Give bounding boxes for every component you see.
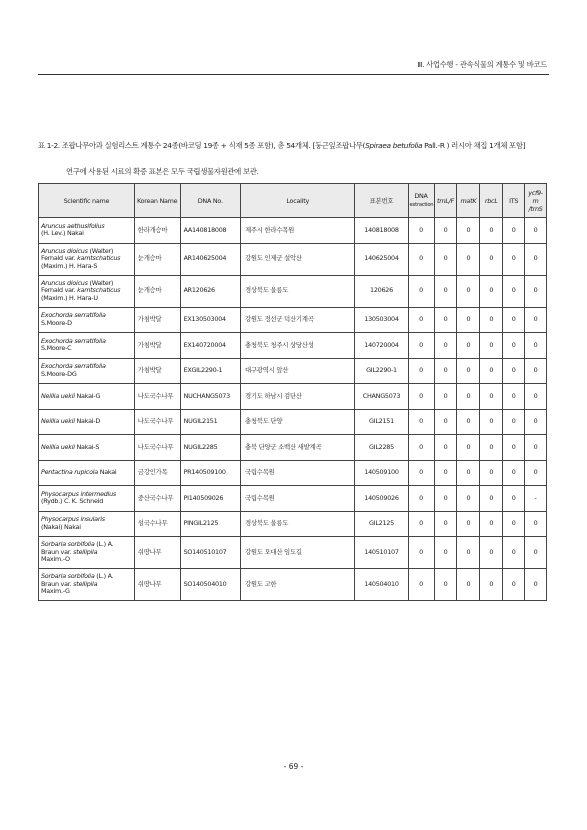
scientific-name-author: (L.) A. <box>94 572 114 581</box>
scientific-name-cell <box>39 307 135 333</box>
its-cell: 0 <box>503 384 525 410</box>
specimen-no-cell: 120626 <box>355 275 408 307</box>
scientific-name-italic: Aruncus dioicus <box>41 246 88 255</box>
korean-name-cell: 가침박달 <box>134 307 180 333</box>
table-row <box>39 409 547 435</box>
korean-name-cell: 눈개승마 <box>134 243 180 275</box>
scientific-name-author: Nakai <box>97 468 117 477</box>
scientific-name-author: S.Moore-C <box>41 344 72 353</box>
scientific-name-cell <box>39 358 135 384</box>
dna-no-cell: AR140625004 <box>180 243 240 275</box>
scientific-name-italic: kamtschaticus <box>77 254 121 263</box>
scientific-name-italic: Aruncus aethusifolius <box>41 221 105 230</box>
specimen-table <box>38 183 547 601</box>
korean-name-cell: 가침박달 <box>134 358 180 384</box>
dna-extraction-cell: 0 <box>408 409 434 435</box>
specimen-no-cell: 140625004 <box>355 243 408 275</box>
table-row <box>39 307 547 333</box>
scientific-name-cell <box>39 511 135 537</box>
header-dna-extraction: DNA extraction <box>408 184 434 218</box>
trnl-cell: 0 <box>434 275 457 307</box>
header-trnl: trnL/F <box>434 184 457 218</box>
scientific-name-italic: Pentactina rupicola <box>41 468 98 477</box>
korean-name-cell: 금강인가목 <box>134 460 180 486</box>
matk-cell: 0 <box>457 435 480 461</box>
matk-cell: 0 <box>457 537 480 569</box>
korean-name-cell: 중산국수나무 <box>134 486 180 512</box>
scientific-name-cell <box>39 333 135 359</box>
header-korean: Korean Name <box>134 184 180 218</box>
table-row <box>39 460 547 486</box>
rbcl-cell: 0 <box>480 218 503 244</box>
dna-no-cell: PINGIL2125 <box>180 511 240 537</box>
its-cell: 0 <box>503 243 525 275</box>
scientific-name-italic: Neillia uekii <box>41 391 75 400</box>
rbcl-cell: 0 <box>480 569 503 601</box>
locality-cell: 충청북도 청주시 상당산성 <box>240 333 355 359</box>
specimen-no-cell: GIL2125 <box>355 511 408 537</box>
matk-cell: 0 <box>457 275 480 307</box>
scientific-name-italic: Sorbaria sorbifolia <box>41 540 95 549</box>
trnl-cell: 0 <box>434 435 457 461</box>
rbcl-cell: 0 <box>480 333 503 359</box>
matk-cell: 0 <box>457 218 480 244</box>
trnl-cell: 0 <box>434 537 457 569</box>
its-cell: 0 <box>503 486 525 512</box>
ycf9-cell: 0 <box>525 435 547 461</box>
locality-cell: 충청북도 단양 <box>240 409 355 435</box>
matk-cell: 0 <box>457 569 480 601</box>
dna-no-cell: EX130503004 <box>180 307 240 333</box>
specimen-no-cell: 140818008 <box>355 218 408 244</box>
header-specimen: 표본번호 <box>355 184 408 218</box>
trnl-cell: 0 <box>434 307 457 333</box>
header-scientific: Scientific name <box>39 184 135 218</box>
table-row <box>39 569 547 601</box>
korean-name-cell: 섬국수나무 <box>134 511 180 537</box>
its-cell: 0 <box>503 409 525 435</box>
specimen-no-cell: 140504010 <box>355 569 408 601</box>
scientific-name-author: Fernald var. <box>41 286 78 295</box>
scientific-name-author: Nakai-G <box>74 391 101 400</box>
matk-cell: 0 <box>457 511 480 537</box>
its-cell: 0 <box>503 275 525 307</box>
dna-no-cell: NUGIL2151 <box>180 409 240 435</box>
matk-cell: 0 <box>457 486 480 512</box>
table-header-row <box>39 184 547 218</box>
dna-no-cell: EXGIL2290-1 <box>180 358 240 384</box>
scientific-name-italic: Sorbaria sorbifolia <box>41 572 95 581</box>
locality-cell: 경기도 하남시 검단산 <box>240 384 355 410</box>
rbcl-cell: 0 <box>480 358 503 384</box>
trnl-cell: 0 <box>434 384 457 410</box>
scientific-name-author: Maxim.-O <box>41 555 70 564</box>
table-row <box>39 243 547 275</box>
scientific-name-author: Braun var. <box>41 579 74 588</box>
trnl-cell: 0 <box>434 460 457 486</box>
locality-cell: 국립수목원 <box>240 460 355 486</box>
trnl-cell: 0 <box>434 243 457 275</box>
table-row <box>39 218 547 244</box>
scientific-name-italic: stellipila <box>73 579 98 588</box>
specimen-no-cell: GIL2151 <box>355 409 408 435</box>
scientific-name-author: Nakai-D <box>74 417 100 426</box>
trnl-cell: 0 <box>434 486 457 512</box>
dna-no-cell: PR140509100 <box>180 460 240 486</box>
scientific-name-author: (Maxim.) H. Hara-U <box>41 293 98 302</box>
locality-cell: 강원도 고한 <box>240 569 355 601</box>
korean-name-cell: 가침박달 <box>134 333 180 359</box>
korean-name-cell: 한라개승마 <box>134 218 180 244</box>
scientific-name-italic: Aruncus dioicus <box>41 278 88 287</box>
table-row <box>39 537 547 569</box>
dna-extraction-cell: 0 <box>408 486 434 512</box>
caption-line2: 연구에 사용된 시료의 확증 표본은 모두 국립생물자원관에 보관. <box>66 167 259 176</box>
specimen-no-cell: 140720004 <box>355 333 408 359</box>
korean-name-cell: 나도국수나무 <box>134 435 180 461</box>
trnl-cell: 0 <box>434 409 457 435</box>
its-cell: 0 <box>503 537 525 569</box>
dna-no-cell: EX140720004 <box>180 333 240 359</box>
scientific-name-author: S.Moore-D <box>41 318 72 327</box>
matk-cell: 0 <box>457 358 480 384</box>
scientific-name-italic: Physocarpus intermedius <box>41 489 116 498</box>
dna-no-cell: SO140510107 <box>180 537 240 569</box>
scientific-name-cell <box>39 569 135 601</box>
ycf9-cell: 0 <box>525 243 547 275</box>
header-locality: Locality <box>240 184 355 218</box>
dna-extraction-cell: 0 <box>408 435 434 461</box>
scientific-name-cell <box>39 537 135 569</box>
locality-cell: 강원도 정선군 덕산기계곡 <box>240 307 355 333</box>
page-number: - 69 - <box>283 762 304 771</box>
scientific-name-cell <box>39 218 135 244</box>
ycf9-cell: 0 <box>525 537 547 569</box>
scientific-name-italic: Physocarpus insularis <box>41 515 105 524</box>
scientific-name-cell <box>39 460 135 486</box>
trnl-cell: 0 <box>434 569 457 601</box>
dna-extraction-cell: 0 <box>408 275 434 307</box>
rbcl-cell: 0 <box>480 307 503 333</box>
dna-extraction-cell: 0 <box>408 218 434 244</box>
matk-cell: 0 <box>457 333 480 359</box>
ycf9-cell: 0 <box>525 460 547 486</box>
trnl-cell: 0 <box>434 358 457 384</box>
ycf9-cell: 0 <box>525 218 547 244</box>
scientific-name-italic: stellipila <box>73 547 98 556</box>
matk-cell: 0 <box>457 384 480 410</box>
trnl-cell: 0 <box>434 511 457 537</box>
rbcl-cell: 0 <box>480 537 503 569</box>
specimen-no-cell: 140509100 <box>355 460 408 486</box>
dna-extraction-cell: 0 <box>408 384 434 410</box>
table-row <box>39 333 547 359</box>
scientific-name-author: (H. Lev.) Nakai <box>41 229 84 238</box>
scientific-name-author: (Walter) <box>87 278 114 287</box>
specimen-no-cell: CHANG5073 <box>355 384 408 410</box>
scientific-name-author: (Maxim.) H. Hara-S <box>41 261 98 270</box>
ycf9-cell: 0 <box>525 358 547 384</box>
scientific-name-italic: Exochorda serratifolia <box>41 336 106 345</box>
caption-line1: 표 1-2. 조팝나무아과 실험리스트 계통수 24종(바코딩 19종 + 식재 5종 포함), 총 54개체. [둥근잎조팝나무(Spiraea betufolia Pall.-R ) 러시아 채집 1개체 포함] <box>38 141 526 150</box>
dna-extraction-cell: 0 <box>408 569 434 601</box>
rbcl-cell: 0 <box>480 435 503 461</box>
its-cell: 0 <box>503 218 525 244</box>
dna-no-cell: SO140504010 <box>180 569 240 601</box>
header-rule <box>38 74 549 75</box>
locality-cell: 경상북도 울릉도 <box>240 511 355 537</box>
specimen-no-cell: 130503004 <box>355 307 408 333</box>
scientific-name-author: Maxim.-G <box>41 587 70 596</box>
specimen-no-cell: 140509026 <box>355 486 408 512</box>
ycf9-cell: 0 <box>525 409 547 435</box>
scientific-name-cell <box>39 384 135 410</box>
scientific-name-author: (Walter) <box>87 246 114 255</box>
scientific-name-italic: kamtschaticus <box>77 286 121 295</box>
matk-cell: 0 <box>457 460 480 486</box>
dna-no-cell: AA140818008 <box>180 218 240 244</box>
ycf9-cell: 0 <box>525 275 547 307</box>
running-header: Ⅲ. 사업수행 - 관속식물의 계통수 및 바코드 <box>417 60 547 69</box>
table-row <box>39 435 547 461</box>
ycf9-cell: 0 <box>525 307 547 333</box>
dna-extraction-cell: 0 <box>408 243 434 275</box>
dna-no-cell: AR120626 <box>180 275 240 307</box>
header-ycf9: ycf9-m /trnS <box>525 184 547 218</box>
scientific-name-italic: Neillia uekii <box>41 442 75 451</box>
rbcl-cell: 0 <box>480 409 503 435</box>
locality-cell: 경상북도 울릉도 <box>240 275 355 307</box>
table-row <box>39 384 547 410</box>
dna-extraction-cell: 0 <box>408 460 434 486</box>
its-cell: 0 <box>503 569 525 601</box>
scientific-name-cell <box>39 243 135 275</box>
scientific-name-italic: Exochorda serratifolia <box>41 311 106 320</box>
dna-no-cell: PI140509026 <box>180 486 240 512</box>
its-cell: 0 <box>503 460 525 486</box>
its-cell: 0 <box>503 511 525 537</box>
scientific-name-author: Fernald var. <box>41 254 78 263</box>
table-row <box>39 486 547 512</box>
scientific-name-cell <box>39 275 135 307</box>
table-caption <box>38 140 525 178</box>
rbcl-cell: 0 <box>480 243 503 275</box>
header-dna-no: DNA No. <box>180 184 240 218</box>
dna-extraction-cell: 0 <box>408 307 434 333</box>
its-cell: 0 <box>503 307 525 333</box>
trnl-cell: 0 <box>434 218 457 244</box>
locality-cell: 국립수목원 <box>240 486 355 512</box>
specimen-no-cell: GIL2290-1 <box>355 358 408 384</box>
korean-name-cell: 쉬땅나무 <box>134 569 180 601</box>
dna-no-cell: NUCHANG5073 <box>180 384 240 410</box>
locality-cell: 강원도 인제군 설악산 <box>240 243 355 275</box>
trnl-cell: 0 <box>434 333 457 359</box>
dna-extraction-cell: 0 <box>408 333 434 359</box>
ycf9-cell: 0 <box>525 333 547 359</box>
header-matk: matK <box>457 184 480 218</box>
scientific-name-italic: Exochorda serratifolia <box>41 362 106 371</box>
header-rbcl: rbcL <box>480 184 503 218</box>
header-its: ITS <box>503 184 525 218</box>
its-cell: 0 <box>503 358 525 384</box>
matk-cell: 0 <box>457 307 480 333</box>
korean-name-cell: 눈개승마 <box>134 275 180 307</box>
korean-name-cell: 나도국수나무 <box>134 384 180 410</box>
rbcl-cell: 0 <box>480 511 503 537</box>
dna-no-cell: NUGIL2285 <box>180 435 240 461</box>
ycf9-cell: 0 <box>525 511 547 537</box>
ycf9-cell: - <box>525 486 547 512</box>
ycf9-cell: 0 <box>525 384 547 410</box>
dna-extraction-cell: 0 <box>408 537 434 569</box>
scientific-name-cell <box>39 409 135 435</box>
locality-cell: 강원도 오대산 임도길 <box>240 537 355 569</box>
specimen-no-cell: 140510107 <box>355 537 408 569</box>
scientific-name-author: (L.) A. <box>94 540 114 549</box>
scientific-name-author: Nakai-S <box>74 442 100 451</box>
locality-cell: 제주시 한라수목원 <box>240 218 355 244</box>
scientific-name-cell <box>39 486 135 512</box>
table-row <box>39 275 547 307</box>
dna-extraction-cell: 0 <box>408 511 434 537</box>
its-cell: 0 <box>503 435 525 461</box>
matk-cell: 0 <box>457 409 480 435</box>
locality-cell: 충북 단양군 소백산 새밭계곡 <box>240 435 355 461</box>
table-row <box>39 511 547 537</box>
its-cell: 0 <box>503 333 525 359</box>
scientific-name-author: S.Moore-DG <box>41 369 77 378</box>
table-row <box>39 358 547 384</box>
scientific-name-author: (Rydb.) C. K. Schneid <box>41 497 103 506</box>
scientific-name-italic: Neillia uekii <box>41 417 75 426</box>
rbcl-cell: 0 <box>480 486 503 512</box>
rbcl-cell: 0 <box>480 460 503 486</box>
dna-extraction-cell: 0 <box>408 358 434 384</box>
korean-name-cell: 쉬땅나무 <box>134 537 180 569</box>
ycf9-cell: 0 <box>525 569 547 601</box>
scientific-name-author: (Nakai) Nakai <box>41 522 81 531</box>
rbcl-cell: 0 <box>480 384 503 410</box>
specimen-no-cell: GIL2285 <box>355 435 408 461</box>
korean-name-cell: 나도국수나무 <box>134 409 180 435</box>
scientific-name-author: Braun var. <box>41 547 74 556</box>
scientific-name-cell <box>39 435 135 461</box>
matk-cell: 0 <box>457 243 480 275</box>
rbcl-cell: 0 <box>480 275 503 307</box>
locality-cell: 대구광역시 앞산 <box>240 358 355 384</box>
